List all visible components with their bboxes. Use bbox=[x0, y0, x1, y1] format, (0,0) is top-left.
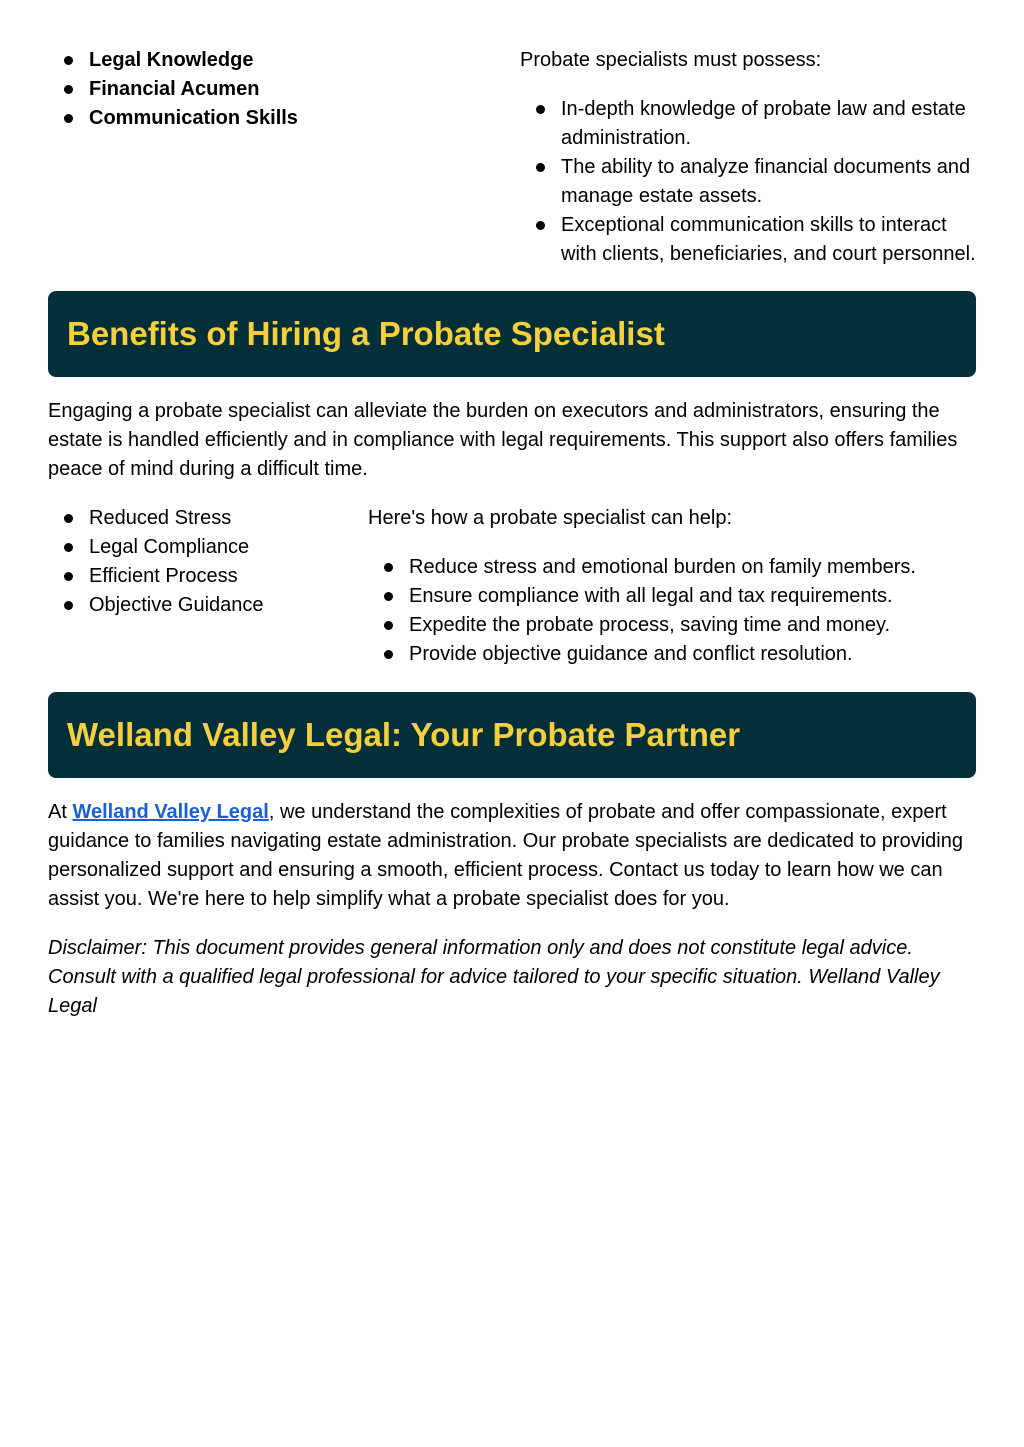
list-item: Legal Compliance bbox=[48, 533, 368, 562]
list-item: Legal Knowledge bbox=[48, 46, 520, 75]
list-item: Provide objective guidance and conflict resolution. bbox=[368, 640, 976, 669]
partner-para-prefix: At bbox=[48, 801, 73, 823]
partner-paragraph bbox=[48, 798, 976, 914]
partner-para-suffix: , we understand the complexities of probate and offer compassionate, expert guidance to families navigating estate administration. Our probate specialists are dedicated to providing personalized support and ensuring a smooth, efficient process. Contact us today to learn how we can assist you. We're here to help simplify what a probate specialist does for you. bbox=[48, 801, 963, 910]
skills-detail-column bbox=[520, 46, 976, 269]
benefits-intro: Here's how a probate specialist can help: bbox=[368, 507, 733, 529]
benefits-list bbox=[48, 504, 368, 620]
benefits-column bbox=[48, 504, 368, 669]
benefits-paragraph: Engaging a probate specialist can alleviate the burden on executors and administrators, ensuring the estate is handled efficiently and in compliance with legal requirements. This support also offers families peace of mind during a difficult time. bbox=[48, 400, 958, 480]
partner-heading: Welland Valley Legal: Your Probate Partner bbox=[67, 716, 741, 753]
document-page bbox=[48, 46, 976, 1021]
list-item: Reduce stress and emotional burden on family members. bbox=[368, 553, 976, 582]
skills-section bbox=[48, 46, 976, 269]
disclaimer: Disclaimer: This document provides general information only and does not constitute legal advice. Consult with a qualified legal professional for advice tailored to your specific situation. Welland Valley Legal bbox=[48, 937, 940, 1017]
list-item: The ability to analyze financial documents and manage estate assets. bbox=[520, 153, 976, 211]
partner-banner bbox=[48, 692, 976, 778]
list-item: Ensure compliance with all legal and tax requirements. bbox=[368, 582, 976, 611]
welland-valley-legal-link[interactable]: Welland Valley Legal bbox=[72, 801, 269, 823]
benefits-banner bbox=[48, 291, 976, 377]
list-item: Efficient Process bbox=[48, 562, 368, 591]
benefits-section bbox=[48, 504, 976, 669]
list-item: Communication Skills bbox=[48, 104, 520, 133]
benefits-detail-list bbox=[368, 553, 976, 669]
list-item: Exceptional communication skills to interact with clients, beneficiaries, and court personnel. bbox=[520, 211, 976, 269]
skills-column bbox=[48, 46, 520, 269]
skills-list bbox=[48, 46, 520, 133]
list-item: In-depth knowledge of probate law and estate administration. bbox=[520, 95, 976, 153]
benefits-detail-column bbox=[368, 504, 976, 669]
list-item: Expedite the probate process, saving time and money. bbox=[368, 611, 976, 640]
skills-intro: Probate specialists must possess: bbox=[520, 49, 822, 71]
list-item: Financial Acumen bbox=[48, 75, 520, 104]
skills-detail-list bbox=[520, 95, 976, 269]
list-item: Objective Guidance bbox=[48, 591, 368, 620]
benefits-heading: Benefits of Hiring a Probate Specialist bbox=[67, 315, 665, 352]
list-item: Reduced Stress bbox=[48, 504, 368, 533]
